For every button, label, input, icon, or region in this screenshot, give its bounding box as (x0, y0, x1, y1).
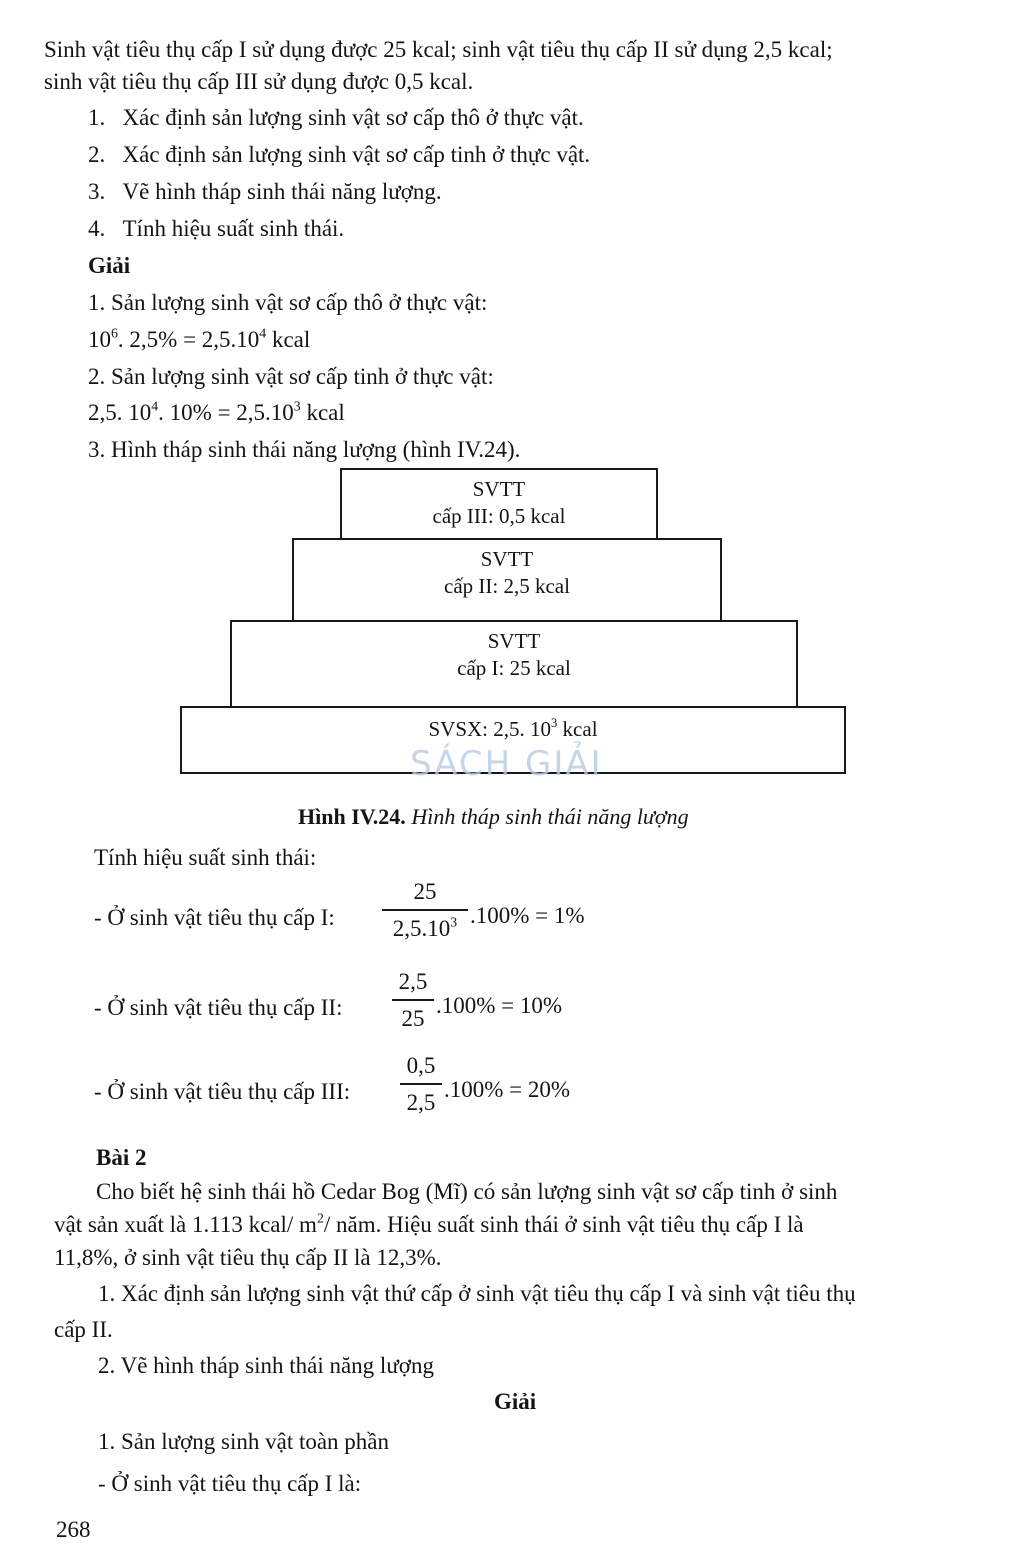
exercise-2-solution-heading: Giải (494, 1389, 537, 1414)
task-text: Xác định sản lượng sinh vật sơ cấp thô ở thực vật. (122, 105, 584, 130)
pyramid-base: SVSX: 2,5. $10^3$ kcal (180, 706, 846, 774)
fraction-2 (392, 970, 434, 1030)
task-item (88, 141, 590, 169)
efficiency-title: Tính hiệu suất sinh thái: (94, 845, 317, 870)
exercise-2-heading: Bài 2 (96, 1145, 147, 1170)
intro-line-2: sinh vật tiêu thụ cấp III sử dụng được 0,5 kcal. (44, 69, 474, 94)
solution-step-1: 1. Sản lượng sinh vật sơ cấp thô ở thực vật: (88, 290, 488, 315)
fraction-denominator: 2,5 (406, 1090, 436, 1115)
pyramid-level-1-title: SVTT (487, 629, 541, 653)
exercise-2-solution-step-1-sub: - Ở sinh vật tiêu thụ cấp I là: (98, 1471, 362, 1496)
task-item (88, 178, 442, 206)
fraction-numerator: 25 (413, 879, 437, 904)
efficiency-result-1: .100% = 1% (470, 903, 585, 928)
fraction-1 (382, 880, 468, 940)
pyramid-level-2 (292, 538, 722, 623)
efficiency-result-2: .100% = 10% (436, 993, 563, 1018)
exercise-2-paragraph-line-2: vật sản xuất là 1.113 kcal/ $m^2/$ năm. Hiệu suất sinh thái ở sinh vật tiêu thụ cấp I là (54, 1210, 804, 1237)
intro-line-1: Sinh vật tiêu thụ cấp I sử dụng được 25 kcal; sinh vật tiêu thụ cấp II sử dụng 2,5 kcal; (44, 37, 833, 62)
page-number: 268 (56, 1517, 91, 1542)
exercise-2-paragraph-line-1: Cho biết hệ sinh thái hồ Cedar Bog (Mĩ) có sản lượng sinh vật sơ cấp tinh ở sinh (96, 1179, 838, 1204)
task-text: Tính hiệu suất sinh thái. (122, 216, 345, 241)
task-number: 2. (88, 142, 106, 167)
fraction-denominator: 25 (401, 1006, 425, 1031)
task-number: 1. (88, 105, 106, 130)
watermark-logo: SÁCH GIẢI (410, 744, 603, 784)
figure-caption (298, 804, 689, 830)
exercise-2-paragraph-line-3: 11,8%, ở sinh vật tiêu thụ cấp II là 12,3%. (54, 1245, 442, 1270)
solution-step-1-formula: $10^6$. $2,5\% = 2,5.10^4$ kcal (88, 325, 311, 352)
task-number: 3. (88, 179, 106, 204)
efficiency-result-3: .100% = 20% (444, 1077, 571, 1102)
task-item (88, 104, 584, 132)
efficiency-label-1: - Ở sinh vật tiêu thụ cấp I: (94, 905, 335, 930)
task-item (88, 215, 344, 243)
pyramid-level-3 (340, 468, 658, 542)
fraction-denominator: 2,5.10$^3$ (392, 914, 458, 941)
efficiency-label-3: - Ở sinh vật tiêu thụ cấp III: (94, 1079, 351, 1104)
pyramid-level-1-value: cấp I: 25 kcal (457, 656, 571, 680)
pyramid-level-3-value: cấp III: 0,5 kcal (432, 504, 566, 528)
fraction-numerator: 2,5 (398, 969, 428, 994)
fraction-3 (400, 1054, 442, 1114)
solution-step-2-formula: 2,5. $10^4$. $10\% = 2,5.10^3$ kcal (88, 398, 345, 425)
pyramid-level-2-title: SVTT (480, 547, 534, 571)
fraction-numerator: 0,5 (406, 1053, 436, 1078)
pyramid-level-3-title: SVTT (472, 477, 526, 501)
exercise-2-solution-step-1: 1. Sản lượng sinh vật toàn phần (98, 1429, 390, 1454)
solution-heading: Giải (88, 253, 131, 278)
caption-label: Hình IV.24. (298, 804, 406, 829)
solution-step-3: 3. Hình tháp sinh thái năng lượng (hình IV.24). (88, 437, 521, 462)
exercise-2-question-1-line-1: 1. Xác định sản lượng sinh vật thứ cấp ở sinh vật tiêu thụ cấp I và sinh vật tiêu thụ (98, 1281, 856, 1306)
task-text: Xác định sản lượng sinh vật sơ cấp tinh ở thực vật. (122, 142, 591, 167)
caption-title: Hình tháp sinh thái năng lượng (405, 804, 689, 829)
efficiency-label-2: - Ở sinh vật tiêu thụ cấp II: (94, 995, 343, 1020)
task-text: Vẽ hình tháp sinh thái năng lượng. (122, 179, 442, 204)
pyramid-level-2-value: cấp II: 2,5 kcal (444, 574, 570, 598)
task-number: 4. (88, 216, 106, 241)
exercise-2-question-1-line-2: cấp II. (54, 1317, 113, 1342)
pyramid-level-1 (230, 620, 798, 711)
exercise-2-question-2: 2. Vẽ hình tháp sinh thái năng lượng (98, 1353, 434, 1378)
solution-step-2: 2. Sản lượng sinh vật sơ cấp tinh ở thực vật: (88, 364, 494, 389)
